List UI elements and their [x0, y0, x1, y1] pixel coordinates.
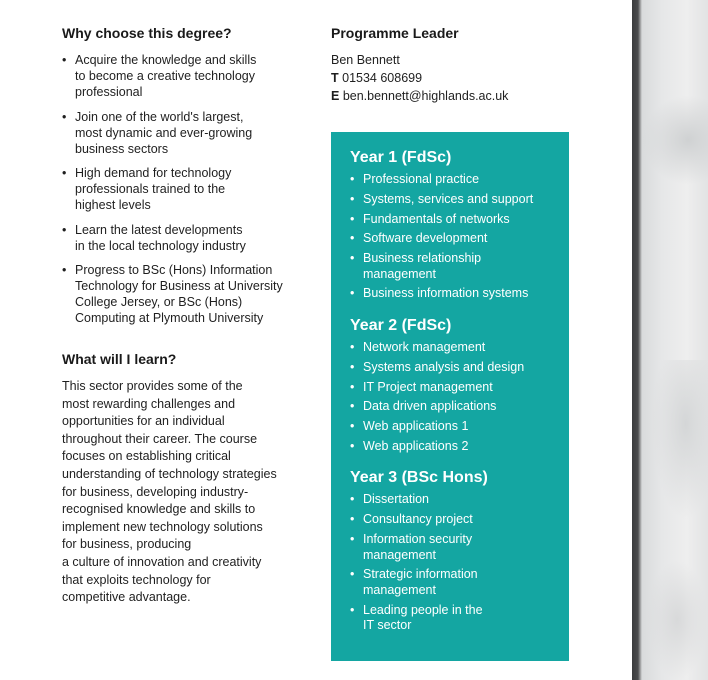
module-item: • Web applications 2 — [350, 439, 555, 455]
why-item: • High demand for technology professionals trained to the highest levels — [62, 165, 312, 213]
email-label: E — [331, 89, 340, 103]
why-item: • Learn the latest developments in the local technology industry — [62, 222, 312, 254]
module-item: • Fundamentals of networks — [350, 212, 555, 228]
module-item: • Professional practice — [350, 172, 555, 188]
leader-email[interactable]: ben.bennett@highlands.ac.uk — [342, 89, 509, 103]
year-2-block — [350, 316, 555, 454]
module-item: • Strategic information management — [350, 567, 555, 598]
leader-name: Ben Bennett — [331, 53, 400, 67]
phone-label: T — [331, 71, 339, 85]
module-item: • Leading people in the IT sector — [350, 603, 555, 634]
year-1-title: Year 1 (FdSc) — [350, 149, 452, 166]
leader-heading: Programme Leader — [331, 25, 459, 41]
why-heading: Why choose this degree? — [62, 25, 232, 41]
year-1-block — [350, 148, 555, 302]
learn-paragraph: This sector provides some of the most rewarding challenges and opportunities for an individual throughout their career. The course focuses on establishing critical understanding of technology strategies for business, developing industry- recognised knowledge and skills to implement new technology solutions for business, producing a culture of innovation and creativity that exploits technology for competitive advantage. — [62, 379, 277, 605]
module-item: • Consultancy project — [350, 512, 555, 528]
left-column — [62, 24, 312, 607]
year-2-title: Year 2 (FdSc) — [350, 316, 452, 334]
photo-shade — [646, 560, 708, 680]
year-3-block — [350, 468, 555, 633]
module-item: • Network management — [350, 340, 555, 356]
module-item: • Dissertation — [350, 492, 555, 508]
module-item: • Business relationship management — [350, 251, 555, 282]
module-item: • Information security management — [350, 532, 555, 563]
leader-email-line — [331, 87, 571, 105]
photo-shade — [652, 360, 708, 520]
photo-shade — [642, 95, 708, 185]
module-item: • Web applications 1 — [350, 419, 555, 435]
module-item: • IT Project management — [350, 380, 555, 396]
why-item: • Join one of the world's largest, most dynamic and ever-growing business sectors — [62, 109, 312, 157]
year-1-modules — [350, 172, 555, 302]
year-2-modules — [350, 340, 555, 454]
leader-phone: 01534 608699 — [342, 71, 423, 85]
module-item: • Software development — [350, 231, 555, 247]
why-item: • Acquire the knowledge and skills to become a creative technology professional — [62, 52, 312, 100]
year-3-modules — [350, 492, 555, 633]
why-item: • Progress to BSc (Hons) Information Technology for Business at University College Jersey, or BSc (Hons) Computing at Plymouth University — [62, 262, 312, 326]
module-item: • Business information systems — [350, 286, 555, 302]
cropped-photo — [632, 0, 708, 680]
leader-phone-line — [331, 69, 571, 87]
module-item: • Systems, services and support — [350, 192, 555, 208]
year-3-title: Year 3 (BSc Hons) — [350, 469, 488, 487]
module-item: • Data driven applications — [350, 399, 555, 415]
leader-section — [331, 24, 571, 105]
module-item: • Systems analysis and design — [350, 360, 555, 376]
modules-panel — [331, 132, 569, 661]
why-list — [62, 52, 312, 326]
learn-heading: What will I learn? — [62, 351, 177, 367]
